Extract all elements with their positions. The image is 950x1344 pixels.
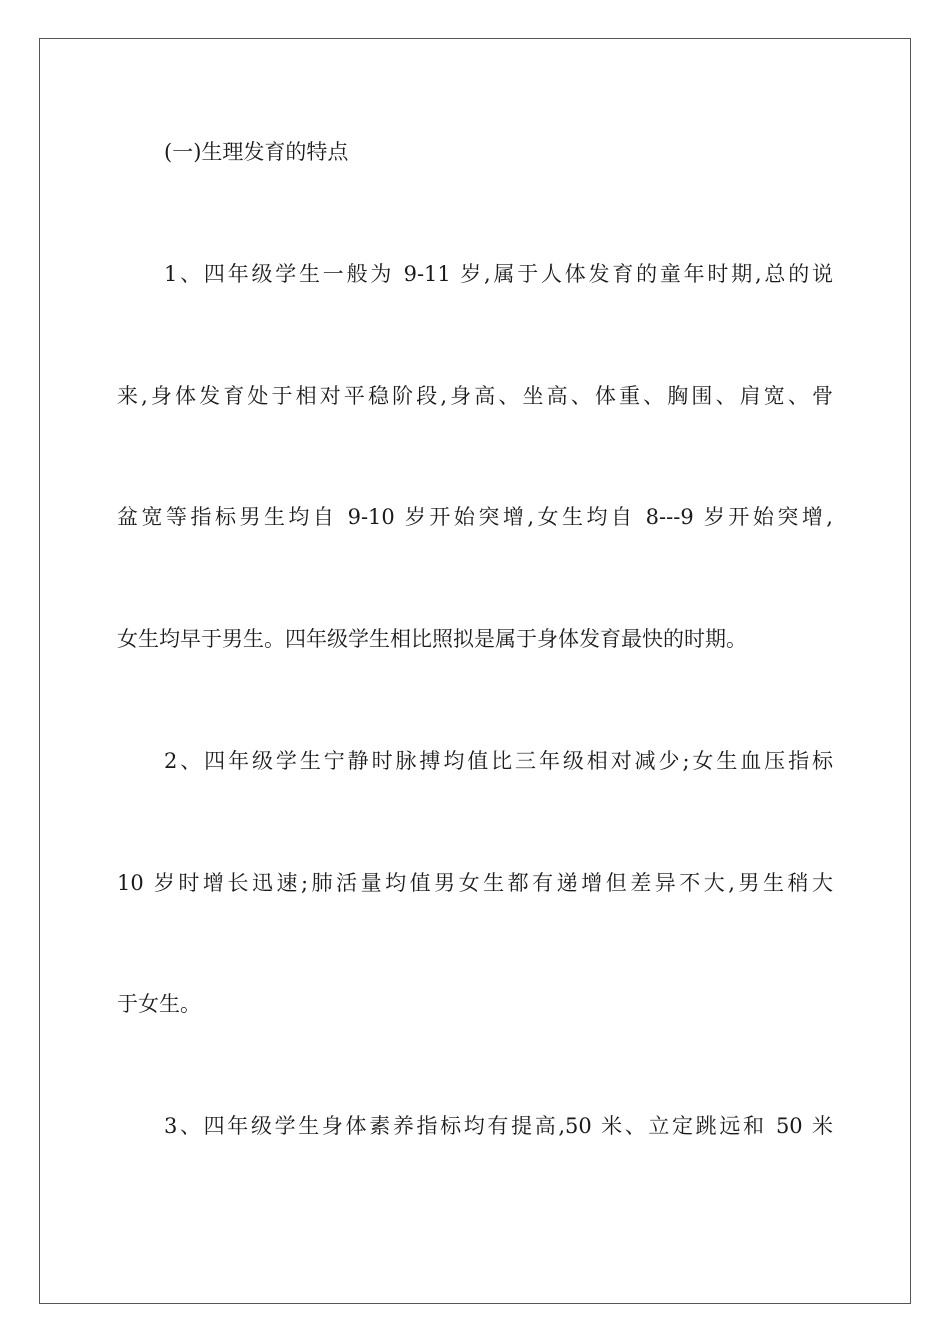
paragraph-line: 10 岁时增长迅速;肺活量均值男女生都有递增但差异不大,男生稍大 (117, 871, 833, 895)
paragraph-line: 1、四年级学生一般为 9-11 岁,属于人体发育的童年时期,总的说 (164, 262, 833, 286)
section-heading: (一)生理发育的特点 (164, 140, 349, 164)
paragraph-line: 女生均早于男生。四年级学生相比照拟是属于身体发育最快的时期。 (117, 627, 747, 651)
paragraph-line: 2、四年级学生宁静时脉搏均值比三年级相对减少;女生血压指标 (164, 749, 833, 773)
paragraph-line: 于女生。 (117, 992, 201, 1016)
paragraph-line: 3、四年级学生身体素养指标均有提高,50 米、立定跳远和 50 米 (164, 1114, 833, 1138)
paragraph-line: 来,身体发育处于相对平稳阶段,身高、坐高、体重、胸围、肩宽、骨 (117, 384, 833, 408)
paragraph-line: 盆宽等指标男生均自 9-10 岁开始突增,女生均自 8---9 岁开始突增, (117, 505, 833, 529)
